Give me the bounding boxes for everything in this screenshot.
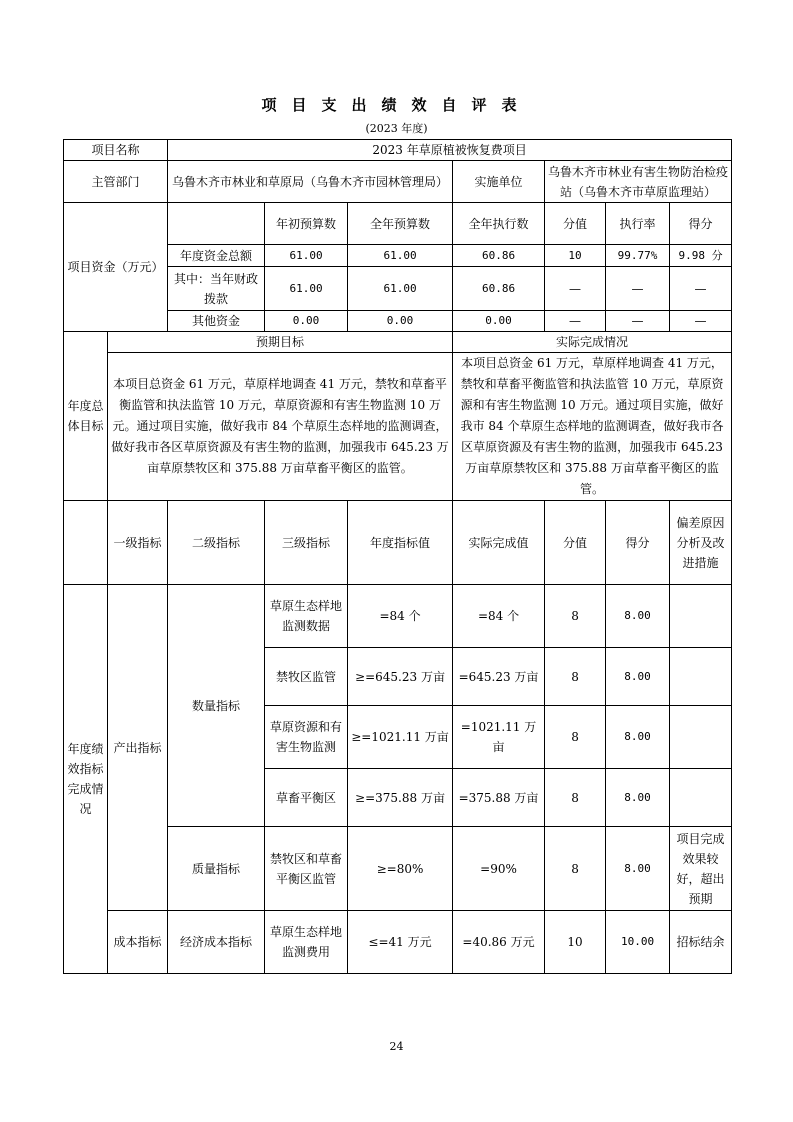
funds-cell: — [545, 267, 606, 311]
goals-content-row [64, 353, 732, 501]
indicators-header-row [64, 501, 732, 585]
funds-cell: 10 [545, 245, 606, 267]
indicator-header: 分值 [545, 501, 606, 585]
year-caption: (2023 年度) [365, 122, 428, 135]
actual-value: =375.88 万亩 [453, 769, 545, 827]
target-value: ≥=80% [348, 827, 453, 911]
expected-goal-text: 本项目总资金 61 万元，草原样地调查 41 万元，禁牧和草畜平衡监管和执法监管 10 万元，草原资源和有害生物监测 10 万元。通过项目实施，做好我市 84 个草原生态样地的监测调查，做好我市各区草原资源及有害生物的监测，加强我市 645.23 万亩草原禁牧区和 375.88 万亩草畜平衡区的监管。 [108, 353, 453, 501]
actual-goal-header: 实际完成情况 [453, 332, 732, 353]
funds-label: 项目资金（万元） [64, 203, 168, 332]
deviation-note: 招标结余 [670, 911, 732, 974]
performance-table [63, 139, 732, 974]
score-got: 8.00 [606, 827, 670, 911]
department-row [64, 161, 732, 203]
funds-cell: 99.77% [606, 245, 670, 267]
funds-cell: 61.00 [348, 245, 453, 267]
level3-indicator: 禁牧区监管 [265, 648, 348, 706]
funds-cell: 61.00 [265, 245, 348, 267]
funds-cell: — [670, 311, 732, 332]
level3-indicator: 草原资源和有害生物监测 [265, 706, 348, 769]
score-got: 8.00 [606, 706, 670, 769]
funds-header: 全年预算数 [348, 203, 453, 245]
funds-cell: — [545, 311, 606, 332]
score: 8 [545, 827, 606, 911]
page-title: 项目支出绩效自评表 [261, 96, 532, 114]
funds-header: 得分 [670, 203, 732, 245]
funds-row-name: 年度资金总额 [168, 245, 265, 267]
project-name-row [64, 140, 732, 161]
funds-header: 年初预算数 [265, 203, 348, 245]
indicator-row [64, 911, 732, 974]
funds-cell: 61.00 [348, 267, 453, 311]
actual-value: =1021.11 万亩 [453, 706, 545, 769]
score: 8 [545, 769, 606, 827]
target-value: ≥=645.23 万亩 [348, 648, 453, 706]
funds-header: 分值 [545, 203, 606, 245]
goals-label: 年度总体目标 [64, 332, 108, 501]
funds-cell: — [606, 267, 670, 311]
target-value: =84 个 [348, 585, 453, 648]
target-value: ≥=375.88 万亩 [348, 769, 453, 827]
level1-cost: 成本指标 [108, 911, 168, 974]
funds-blank-cell [168, 203, 265, 245]
level3-indicator: 草原生态样地监测数据 [265, 585, 348, 648]
indicator-header: 得分 [606, 501, 670, 585]
project-name-label: 项目名称 [64, 140, 168, 161]
impl-value: 乌鲁木齐市林业有害生物防治检疫站（乌鲁木齐市草原监理站） [545, 161, 732, 203]
actual-goal-text: 本项目总资金 61 万元，草原样地调查 41 万元，禁牧和草畜平衡监管和执法监管 10 万元，草原资源和有害生物监测 10 万元。通过项目实施，做好我市 84 个草原生态样地的监测调查，做好我市各区草原资源及有害生物的监测，加强我市 645.23 万亩草原禁牧区和 375.88 万亩草畜平衡区的监管。 [453, 353, 732, 501]
level1-output: 产出指标 [108, 585, 168, 911]
funds-cell: 0.00 [453, 311, 545, 332]
score-got: 10.00 [606, 911, 670, 974]
indicator-row [64, 585, 732, 648]
actual-value: =40.86 万元 [453, 911, 545, 974]
score: 8 [545, 706, 606, 769]
dept-label: 主管部门 [64, 161, 168, 203]
funds-cell: 60.86 [453, 267, 545, 311]
project-name-value: 2023 年草原植被恢复费项目 [168, 140, 732, 161]
target-value: ≥=1021.11 万亩 [348, 706, 453, 769]
score: 10 [545, 911, 606, 974]
indicator-header: 二级指标 [168, 501, 265, 585]
funds-row-name: 其中：当年财政拨款 [168, 267, 265, 311]
indicator-header: 三级指标 [265, 501, 348, 585]
funds-header: 全年执行数 [453, 203, 545, 245]
funds-cell: 0.00 [265, 311, 348, 332]
score-got: 8.00 [606, 585, 670, 648]
actual-value: =645.23 万亩 [453, 648, 545, 706]
deviation-note [670, 585, 732, 648]
level2-cost: 经济成本指标 [168, 911, 265, 974]
impl-label: 实施单位 [453, 161, 545, 203]
indicators-blank-cell [64, 501, 108, 585]
indicator-header: 偏差原因分析及改进措施 [670, 501, 732, 585]
level2-quality: 质量指标 [168, 827, 265, 911]
deviation-note: 项目完成效果较好，超出预期 [670, 827, 732, 911]
level3-indicator: 草原生态样地监测费用 [265, 911, 348, 974]
level3-indicator: 草畜平衡区 [265, 769, 348, 827]
funds-header: 执行率 [606, 203, 670, 245]
score: 8 [545, 585, 606, 648]
level2-quantity: 数量指标 [168, 585, 265, 827]
expected-goal-header: 预期目标 [108, 332, 453, 353]
deviation-note [670, 706, 732, 769]
score: 8 [545, 648, 606, 706]
funds-cell: 61.00 [265, 267, 348, 311]
funds-row-name: 其他资金 [168, 311, 265, 332]
funds-cell: 60.86 [453, 245, 545, 267]
goals-header-row [64, 332, 732, 353]
funds-header-row [64, 203, 732, 245]
deviation-note [670, 648, 732, 706]
score-got: 8.00 [606, 648, 670, 706]
page-number: 24 [389, 1040, 404, 1053]
indicator-header: 实际完成值 [453, 501, 545, 585]
indicator-header: 一级指标 [108, 501, 168, 585]
dept-value: 乌鲁木齐市林业和草原局（乌鲁木齐市园林管理局） [168, 161, 453, 203]
funds-cell: 9.98 分 [670, 245, 732, 267]
performance-section-label: 年度绩效指标完成情况 [64, 585, 108, 974]
funds-cell: — [606, 311, 670, 332]
level3-indicator: 禁牧区和草畜平衡区监管 [265, 827, 348, 911]
funds-cell: 0.00 [348, 311, 453, 332]
score-got: 8.00 [606, 769, 670, 827]
actual-value: =84 个 [453, 585, 545, 648]
funds-cell: — [670, 267, 732, 311]
deviation-note [670, 769, 732, 827]
target-value: ≤=41 万元 [348, 911, 453, 974]
indicator-header: 年度指标值 [348, 501, 453, 585]
actual-value: =90% [453, 827, 545, 911]
